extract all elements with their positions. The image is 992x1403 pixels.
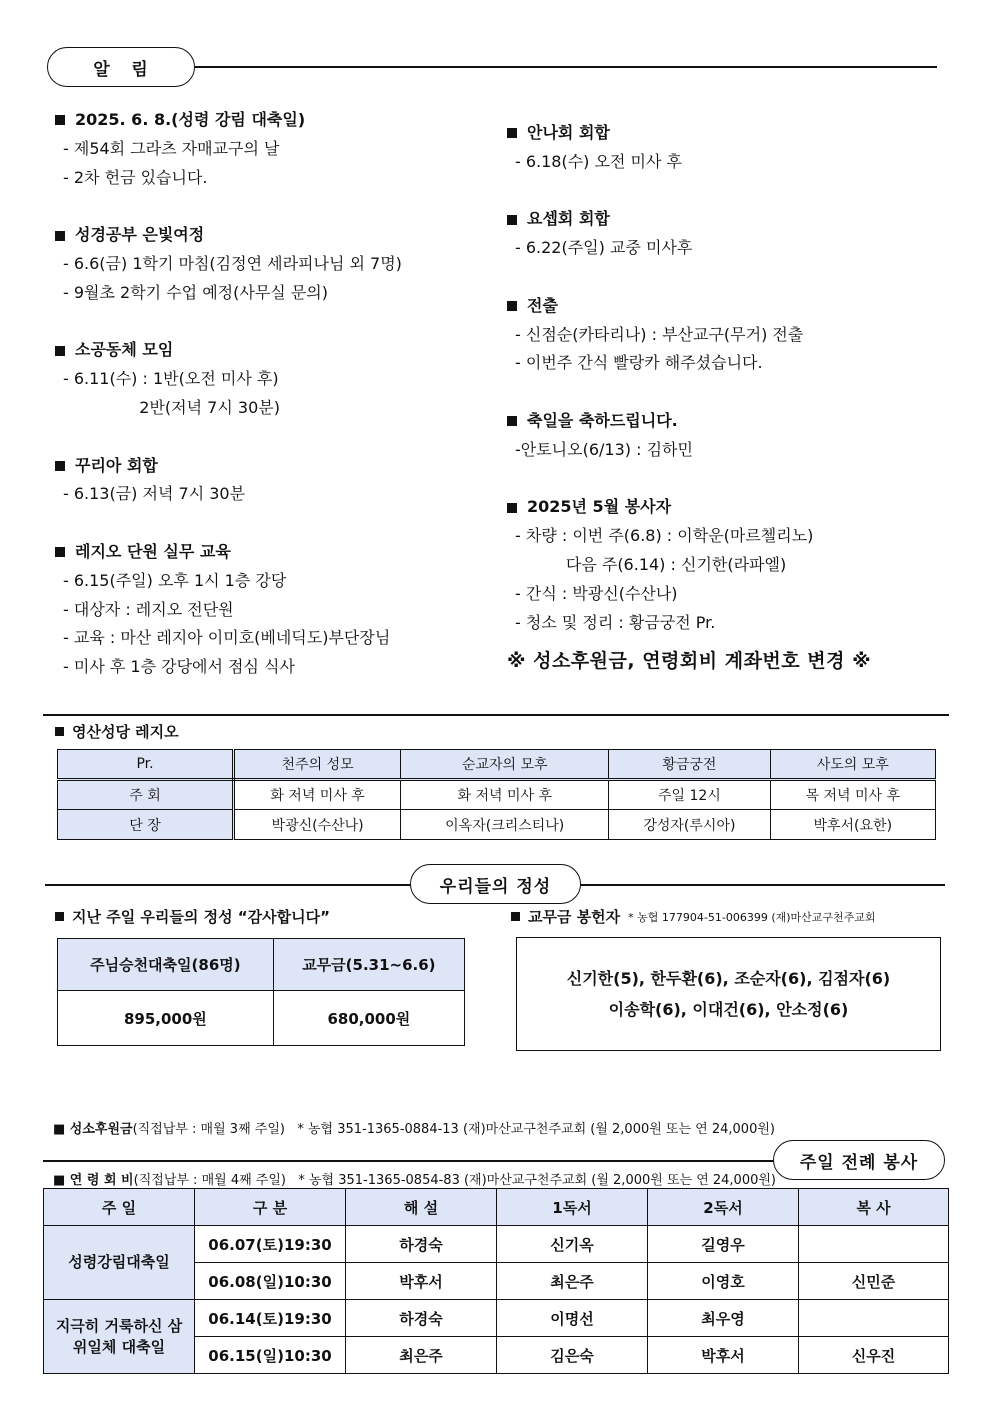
divider — [43, 1160, 774, 1162]
table-cell: 최은주 — [497, 1263, 648, 1300]
table-cell: 화 저녁 미사 후 — [234, 780, 401, 810]
notices-header-label: 알 림 — [93, 59, 149, 80]
notice-section — [507, 407, 947, 465]
table-cell: 최은주 — [346, 1337, 497, 1374]
donors-box — [516, 937, 941, 1051]
notice-item: -안토니오(6/13) : 김하민 — [515, 439, 693, 459]
offering-title-label: 지난 주일 우리들의 정성 “감사합니다” — [72, 908, 330, 926]
table-row — [58, 991, 465, 1046]
notice-item: - 2차 헌금 있습니다. — [63, 167, 208, 187]
notice-section — [507, 119, 947, 177]
notice-item: - 6.15(주일) 오후 1시 1층 강당 — [63, 570, 287, 590]
table-cell: 김은숙 — [497, 1337, 648, 1374]
table-cell: 길영우 — [648, 1226, 799, 1263]
table-row — [44, 1189, 949, 1226]
table-cell: 이명선 — [497, 1300, 648, 1337]
section-title: 꾸리아 회합 — [75, 455, 158, 475]
table-header: 교무금(5.31~6.6) — [273, 939, 464, 991]
bullet-square-icon — [55, 727, 64, 736]
table-header: 복 사 — [799, 1189, 949, 1226]
liturgy-header-label: 주일 전례 봉사 — [799, 1152, 919, 1173]
donors-line: 신기한(5), 한두환(6), 조순자(6), 김점자(6) — [566, 969, 891, 988]
table-header: 해 설 — [346, 1189, 497, 1226]
legio-title-label: 영산성당 레지오 — [72, 723, 179, 741]
table-row — [58, 750, 936, 780]
row-header: 단 장 — [58, 810, 234, 840]
section-title: 축일을 축하드립니다. — [527, 410, 678, 430]
bullet-square-icon — [55, 461, 65, 471]
table-header: 주 일 — [44, 1189, 195, 1226]
donors-title — [511, 906, 876, 927]
donors-line: 이송학(6), 이대건(6), 안소정(6) — [608, 1000, 849, 1019]
divider — [195, 66, 937, 68]
table-cell: 박후서 — [346, 1263, 497, 1300]
bullet-square-icon — [55, 231, 65, 241]
table-header: 1독서 — [497, 1189, 648, 1226]
bullet-square-icon — [507, 301, 517, 311]
notice-item: - 제54회 그라츠 자매교구의 날 — [63, 138, 280, 158]
divider — [581, 884, 945, 886]
notice-item: - 대상자 : 레지오 전단원 — [63, 599, 234, 619]
table-header: 주님승천대축일(86명) — [58, 939, 274, 991]
table-header: 황금궁전 — [609, 750, 770, 780]
notice-item: - 신점순(카타리나) : 부산교구(무거) 전출 — [515, 324, 804, 344]
divider — [45, 884, 411, 886]
notice-item: - 6.11(수) : 1반(오전 미사 후) — [63, 369, 279, 389]
offering-table — [57, 938, 465, 1046]
notice-section — [507, 205, 947, 263]
bullet-square-icon — [507, 128, 517, 138]
bullet-square-icon — [55, 547, 65, 557]
notice-item: - 이번주 간식 빨랑카 해주셨습니다. — [515, 353, 763, 373]
notice-item: - 9월초 2학기 수업 예정(사무실 문의) — [63, 282, 328, 302]
table-cell: 680,000원 — [273, 991, 464, 1046]
table-cell: 신기옥 — [497, 1226, 648, 1263]
notice-item: - 교육 : 마산 레지아 이미호(베네딕도)부단장님 — [63, 628, 391, 648]
table-cell — [799, 1226, 949, 1263]
section-title: 2025. 6. 8.(성령 강림 대축일) — [75, 110, 306, 129]
notice-section — [507, 493, 947, 637]
table-cell: 06.08(일)10:30 — [195, 1263, 346, 1300]
notice-item: - 미사 후 1층 강당에서 점심 식사 — [63, 657, 295, 677]
table-cell: 강성자(루시아) — [609, 810, 770, 840]
account-detail: (직접납부 : 매월 3째 주일) * 농협 351-1365-0884-13 (재)마산교구천주교회 (월 2,000원 또는 연 24,000원) — [132, 1122, 775, 1137]
notice-section — [55, 106, 500, 192]
notice-item: - 6.22(주일) 교중 미사후 — [515, 238, 693, 258]
table-cell: 박후서 — [648, 1337, 799, 1374]
table-cell — [799, 1300, 949, 1337]
table-cell: 895,000원 — [58, 991, 274, 1046]
section-title: 요셉회 회합 — [527, 209, 610, 229]
notice-item: - 간식 : 박광신(수산나) — [515, 583, 678, 603]
bullet-square-icon — [55, 346, 65, 356]
notice-section — [55, 336, 500, 422]
notice-item: - 차량 : 이번 주(6.8) : 이학운(마르첼리노) — [515, 526, 814, 546]
table-cell: 박후서(요한) — [770, 810, 935, 840]
notice-item: - 6.6(금) 1학기 마침(김정연 세라피나님 외 7명) — [63, 253, 402, 273]
notices-right-column — [507, 119, 947, 676]
notice-item: - 6.13(금) 저녁 7시 30분 — [63, 484, 246, 504]
table-cell: 목 저녁 미사 후 — [770, 780, 935, 810]
table-cell: 화 저녁 미사 후 — [401, 780, 609, 810]
notices-header — [47, 47, 195, 87]
table-cell: 이옥자(크리스티나) — [401, 810, 609, 840]
offerings-header-label: 우리들의 정성 — [439, 876, 552, 897]
divider — [43, 714, 949, 716]
account-label: ■ 연 령 회 비 — [53, 1173, 134, 1188]
account-change-notice: ※ 성소후원금, 연령회비 계좌번호 변경 ※ — [507, 650, 872, 673]
notice-section — [55, 221, 500, 307]
account-detail: (직접납부 : 매월 4째 주일) * 농협 351-1365-0854-83 (재)마산교구천주교회 (월 2,000원 또는 연 24,000원) — [133, 1173, 776, 1188]
table-header: 순교자의 모후 — [401, 750, 609, 780]
bullet-square-icon — [55, 912, 64, 921]
feast-name: 지극히 거룩하신 삼위일체 대축일 — [44, 1300, 195, 1374]
table-cell: 06.15(일)10:30 — [195, 1337, 346, 1374]
table-row — [44, 1226, 949, 1263]
feast-name: 성령강림대축일 — [44, 1226, 195, 1300]
notice-section — [507, 292, 947, 378]
table-cell: 06.07(토)19:30 — [195, 1226, 346, 1263]
section-title: 성경공부 은빛여정 — [75, 225, 205, 245]
bullet-square-icon — [507, 503, 517, 513]
notice-item: 다음 주(6.14) : 신기한(라파엘) — [515, 554, 787, 574]
donors-title-label: 교무금 봉헌자 — [528, 908, 621, 926]
table-cell: 신우진 — [799, 1337, 949, 1374]
liturgy-table — [43, 1188, 949, 1374]
notice-item: - 청소 및 정리 : 황금궁전 Pr. — [515, 612, 716, 632]
account-line — [53, 1121, 776, 1138]
section-title: 안나회 회합 — [527, 123, 610, 142]
table-header: Pr. — [58, 750, 234, 780]
section-title: 소공동체 모임 — [75, 340, 174, 360]
account-line — [53, 1172, 776, 1189]
offering-title — [55, 906, 330, 927]
bullet-square-icon — [507, 416, 517, 426]
table-row — [58, 810, 936, 840]
table-cell: 주일 12시 — [609, 780, 770, 810]
table-cell: 신민준 — [799, 1263, 949, 1300]
table-cell: 최우영 — [648, 1300, 799, 1337]
section-title: 레지오 단원 실무 교육 — [75, 541, 231, 561]
table-header: 구 분 — [195, 1189, 346, 1226]
table-cell: 하경숙 — [346, 1300, 497, 1337]
notices-left-column — [55, 106, 500, 682]
section-title: 전출 — [527, 295, 558, 315]
account-label: ■ 성소후원금 — [53, 1122, 133, 1137]
table-cell: 박광신(수산나) — [234, 810, 401, 840]
liturgy-header — [773, 1140, 945, 1180]
offerings-header — [410, 864, 581, 904]
table-header: 2독서 — [648, 1189, 799, 1226]
table-row — [58, 939, 465, 991]
legio-table — [57, 749, 936, 840]
row-header: 주 회 — [58, 780, 234, 810]
notice-section — [55, 452, 500, 510]
table-row — [58, 780, 936, 810]
table-cell: 이영호 — [648, 1263, 799, 1300]
table-row — [44, 1300, 949, 1337]
notice-section — [55, 538, 500, 682]
section-title: 2025년 5월 봉사자 — [527, 497, 672, 517]
table-cell: 하경숙 — [346, 1226, 497, 1263]
bullet-square-icon — [511, 912, 520, 921]
table-header: 사도의 모후 — [770, 750, 935, 780]
donors-account-note: * 농협 177904-51-006399 (재)마산교구천주교회 — [628, 910, 876, 924]
bullet-square-icon — [507, 215, 517, 225]
notice-item: - 6.18(수) 오전 미사 후 — [515, 151, 682, 171]
table-header: 천주의 성모 — [234, 750, 401, 780]
notice-item: 2반(저녁 7시 30분) — [63, 397, 280, 417]
table-cell: 06.14(토)19:30 — [195, 1300, 346, 1337]
bullet-square-icon — [55, 115, 65, 125]
legio-title — [55, 721, 179, 742]
